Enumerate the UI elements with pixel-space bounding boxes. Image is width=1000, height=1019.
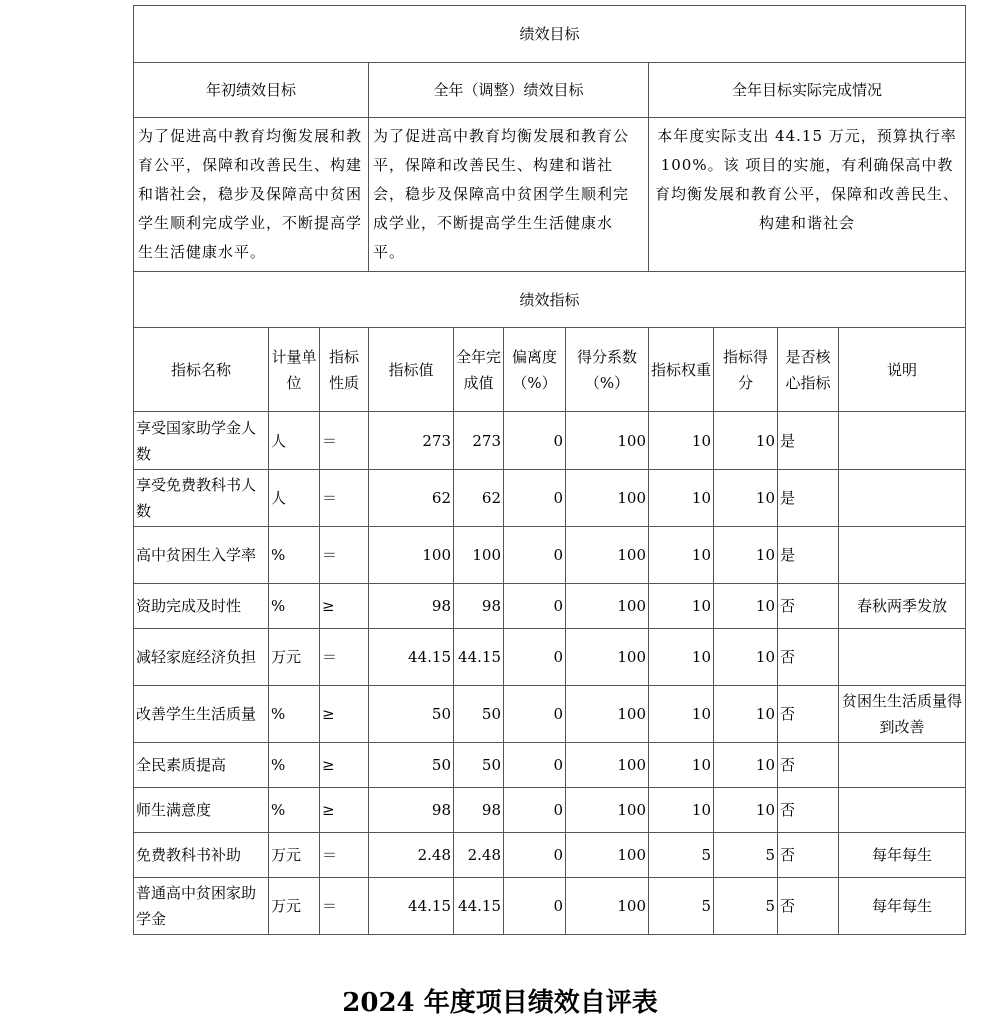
table-cell: 100	[566, 788, 649, 833]
table-cell: %	[269, 527, 320, 584]
table-cell: 62	[369, 470, 454, 527]
table-cell: 50	[369, 686, 454, 743]
column-header: 计量单位	[269, 328, 320, 412]
table-cell: 普通高中贫困家助学金	[134, 878, 269, 935]
table-row	[134, 584, 966, 629]
table-cell: 98	[369, 788, 454, 833]
column-header: 得分系数（%）	[566, 328, 649, 412]
table-cell: 10	[649, 743, 714, 788]
table-cell: 享受免费教科书人数	[134, 470, 269, 527]
document-title: 2024 年度项目绩效自评表	[342, 988, 658, 1018]
table-cell	[839, 629, 966, 686]
table-cell: 100	[566, 629, 649, 686]
table-cell: 全民素质提高	[134, 743, 269, 788]
table-cell: 0	[504, 788, 566, 833]
table-cell: 否	[778, 878, 839, 935]
table-cell: 是	[778, 470, 839, 527]
table-cell: 0	[504, 743, 566, 788]
table-cell: %	[269, 584, 320, 629]
table-cell: 10	[649, 629, 714, 686]
table-cell: ≥	[320, 686, 369, 743]
table-cell	[839, 470, 966, 527]
table-cell: 44.15	[369, 878, 454, 935]
table-cell: 44.15	[369, 629, 454, 686]
table-cell: 10	[714, 527, 778, 584]
table-cell: 5	[714, 878, 778, 935]
table-row	[134, 743, 966, 788]
section-indicators-header: 绩效指标	[134, 272, 966, 328]
table-cell	[839, 788, 966, 833]
table-cell: ≥	[320, 788, 369, 833]
table-cell: 人	[269, 470, 320, 527]
goal-header-initial: 年初绩效目标	[134, 63, 369, 118]
column-header: 指标值	[369, 328, 454, 412]
table-row	[134, 412, 966, 470]
table-cell: 0	[504, 412, 566, 470]
table-cell: 高中贫困生入学率	[134, 527, 269, 584]
table-cell: ＝	[320, 878, 369, 935]
table-cell: 0	[504, 878, 566, 935]
table-cell: 否	[778, 743, 839, 788]
table-cell: %	[269, 686, 320, 743]
goal-text-actual: 本年度实际支出 44.15 万元，预算执行率 100%。该 项目的实施，有利确保高中教育均衡发展和教育公平，保障和改善民生、构建和谐社会	[649, 118, 966, 272]
table-cell: 万元	[269, 629, 320, 686]
table-cell: 100	[454, 527, 504, 584]
table-cell: ＝	[320, 412, 369, 470]
performance-table	[133, 5, 966, 935]
table-row	[134, 833, 966, 878]
table-cell: 2.48	[369, 833, 454, 878]
table-cell: 10	[714, 788, 778, 833]
column-header: 偏离度（%）	[504, 328, 566, 412]
table-cell: 98	[369, 584, 454, 629]
table-cell: 273	[369, 412, 454, 470]
table-cell: ＝	[320, 470, 369, 527]
table-cell: 10	[714, 686, 778, 743]
column-header: 说明	[839, 328, 966, 412]
table-row	[134, 527, 966, 584]
table-cell: %	[269, 743, 320, 788]
table-cell: 人	[269, 412, 320, 470]
goal-text-initial: 为了促进高中教育均衡发展和教育公平，保障和改善民生、构建和谐社会，稳步及保障高中贫困学生顺利完成学业，不断提高学生生活健康水平。	[134, 118, 369, 272]
table-cell: 50	[369, 743, 454, 788]
table-cell: 0	[504, 833, 566, 878]
table-cell: 0	[504, 470, 566, 527]
table-cell: 减轻家庭经济负担	[134, 629, 269, 686]
table-cell: 免费教科书补助	[134, 833, 269, 878]
goal-header-actual: 全年目标实际完成情况	[649, 63, 966, 118]
table-cell: 2.48	[454, 833, 504, 878]
table-row	[134, 470, 966, 527]
table-cell: 10	[714, 584, 778, 629]
table-cell: ＝	[320, 527, 369, 584]
table-cell	[839, 527, 966, 584]
table-cell: 100	[566, 527, 649, 584]
table-cell: 10	[714, 629, 778, 686]
table-row	[134, 629, 966, 686]
table-cell: 10	[649, 527, 714, 584]
table-cell: 10	[649, 788, 714, 833]
table-cell: 否	[778, 788, 839, 833]
table-cell: 50	[454, 686, 504, 743]
table-cell: 每年每生	[839, 878, 966, 935]
table-cell: 否	[778, 584, 839, 629]
table-cell: 98	[454, 584, 504, 629]
table-cell: ≥	[320, 584, 369, 629]
column-header: 是否核心指标	[778, 328, 839, 412]
table-cell: 10	[649, 412, 714, 470]
column-header: 指标得分	[714, 328, 778, 412]
table-cell: 44.15	[454, 629, 504, 686]
table-row	[134, 788, 966, 833]
table-cell: 10	[714, 412, 778, 470]
table-cell: 100	[566, 584, 649, 629]
table-cell: 50	[454, 743, 504, 788]
table-cell: 100	[566, 412, 649, 470]
table-cell: 100	[566, 833, 649, 878]
goal-header-adjusted: 全年（调整）绩效目标	[369, 63, 649, 118]
table-cell: 5	[649, 833, 714, 878]
table-cell: 否	[778, 833, 839, 878]
table-cell: 10	[649, 686, 714, 743]
column-header: 指标权重	[649, 328, 714, 412]
table-cell: 享受国家助学金人数	[134, 412, 269, 470]
table-cell: 0	[504, 629, 566, 686]
table-cell: 是	[778, 412, 839, 470]
table-cell: 100	[566, 743, 649, 788]
table-cell: 10	[714, 470, 778, 527]
table-cell: 资助完成及时性	[134, 584, 269, 629]
table-cell: 100	[566, 686, 649, 743]
table-cell: 100	[369, 527, 454, 584]
table-cell: 273	[454, 412, 504, 470]
section-goals-header: 绩效目标	[134, 6, 966, 63]
table-cell: 万元	[269, 833, 320, 878]
table-cell	[839, 743, 966, 788]
table-cell: 98	[454, 788, 504, 833]
table-cell: 0	[504, 686, 566, 743]
table-cell: 师生满意度	[134, 788, 269, 833]
table-cell: 5	[649, 878, 714, 935]
column-header: 指标性质	[320, 328, 369, 412]
table-cell: %	[269, 788, 320, 833]
goal-text-adjusted: 为了促进高中教育均衡发展和教育公平，保障和改善民生、构建和谐社会，稳步及保障高中贫困学生顺利完成学业，不断提高学生生活健康水平。	[369, 118, 649, 272]
table-cell: ≥	[320, 743, 369, 788]
table-cell	[839, 412, 966, 470]
table-cell: 春秋两季发放	[839, 584, 966, 629]
table-cell: 每年每生	[839, 833, 966, 878]
table-cell: 否	[778, 629, 839, 686]
table-cell: 5	[714, 833, 778, 878]
table-cell: 0	[504, 527, 566, 584]
table-cell: 10	[649, 584, 714, 629]
table-cell: 62	[454, 470, 504, 527]
table-cell: 10	[649, 470, 714, 527]
table-row	[134, 878, 966, 935]
table-cell: 44.15	[454, 878, 504, 935]
table-cell: ＝	[320, 629, 369, 686]
table-cell: 0	[504, 584, 566, 629]
table-row	[134, 686, 966, 743]
table-cell: 100	[566, 878, 649, 935]
column-header: 全年完成值	[454, 328, 504, 412]
table-cell: ＝	[320, 833, 369, 878]
table-cell: 10	[714, 743, 778, 788]
table-cell: 100	[566, 470, 649, 527]
column-header: 指标名称	[134, 328, 269, 412]
table-cell: 是	[778, 527, 839, 584]
table-cell: 万元	[269, 878, 320, 935]
table-cell: 否	[778, 686, 839, 743]
table-cell: 贫困生生活质量得到改善	[839, 686, 966, 743]
table-cell: 改善学生生活质量	[134, 686, 269, 743]
